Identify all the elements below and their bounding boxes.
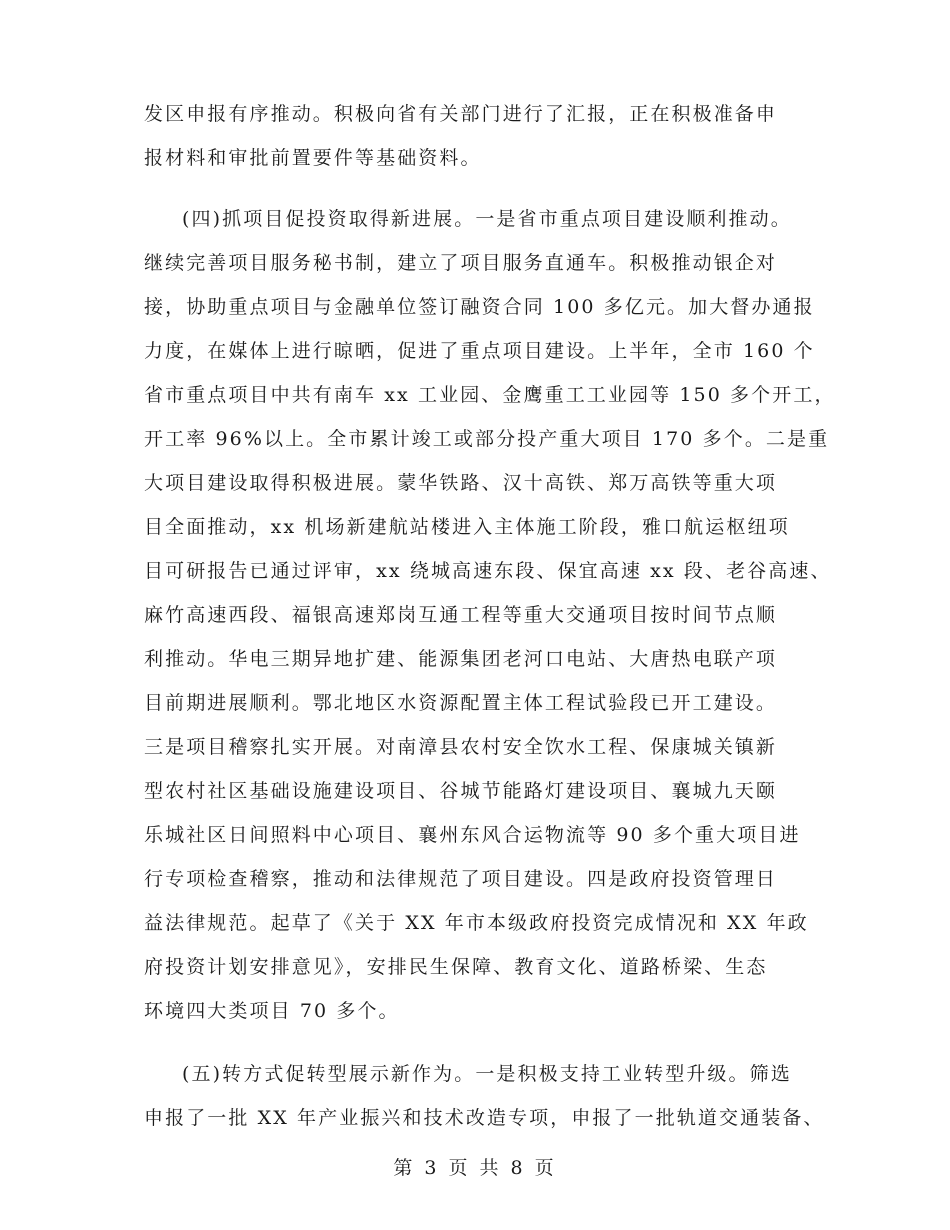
text-line: (四)抓项目促投资取得新进展。一是省市重点项目建设顺利推动。 [182,208,792,230]
text-line: 环境四大类项目 70 多个。 [144,1000,400,1022]
text-line: 报材料和审批前置要件等基础资料。 [144,147,482,169]
text-line: (五)转方式促转型展示新作为。一是积极支持工业转型升级。筛选 [182,1063,792,1085]
text-line: 利推动。华电三期异地扩建、能源集团老河口电站、大唐热电联产项 [144,648,778,670]
text-line: 力度，在媒体上进行晾晒，促进了重点项目建设。上半年，全市 160 个 [144,340,815,362]
text-line: 益法律规范。起草了《关于 XX 年市本级政府投资完成情况和 XX 年政 [144,912,809,934]
text-line: 省市重点项目中共有南车 xx 工业园、金鹰重工工业园等 150 多个开工， [144,384,836,406]
text-line: 开工率 96%以上。全市累计竣工或部分投产重大项目 170 多个。二是重 [144,428,830,450]
text-line: 接，协助重点项目与金融单位签订融资合同 100 多亿元。加大督办通报 [144,296,815,318]
text-line: 目全面推动，xx 机场新建航站楼进入主体施工阶段，雅口航运枢纽项 [144,516,790,538]
page-number-footer: 第 3 页 共 8 页 [393,1157,557,1179]
text-line: 麻竹高速西段、福银高速郑岗互通工程等重大交通项目按时间节点顺 [144,604,778,626]
text-line: 三是项目稽察扎实开展。对南漳县农村安全饮水工程、保康城关镇新 [144,736,778,758]
text-line: 发区申报有序推动。积极向省有关部门进行了汇报，正在积极准备申 [144,103,778,125]
text-line: 乐城社区日间照料中心项目、襄州东风合运物流等 90 多个重大项目进 [144,824,801,846]
text-line: 府投资计划安排意见》，安排民生保障、教育文化、道路桥梁、生态 [144,956,768,978]
text-line: 目前期进展顺利。鄂北地区水资源配置主体工程试验段已开工建设。 [144,692,778,714]
text-line: 大项目建设取得积极进展。蒙华铁路、汉十高铁、郑万高铁等重大项 [144,472,778,494]
text-line: 型农村社区基础设施建设项目、谷城节能路灯建设项目、襄城九天颐 [144,780,778,802]
text-line: 继续完善项目服务秘书制，建立了项目服务直通车。积极推动银企对 [144,252,778,274]
text-line: 行专项检查稽察，推动和法律规范了项目建设。四是政府投资管理日 [144,868,778,890]
text-line: 目可研报告已通过评审，xx 绕城高速东段、保宜高速 xx 段、老谷高速、 [144,560,832,582]
text-line: 申报了一批 XX 年产业振兴和技术改造专项，申报了一批轨道交通装备、 [144,1107,825,1129]
